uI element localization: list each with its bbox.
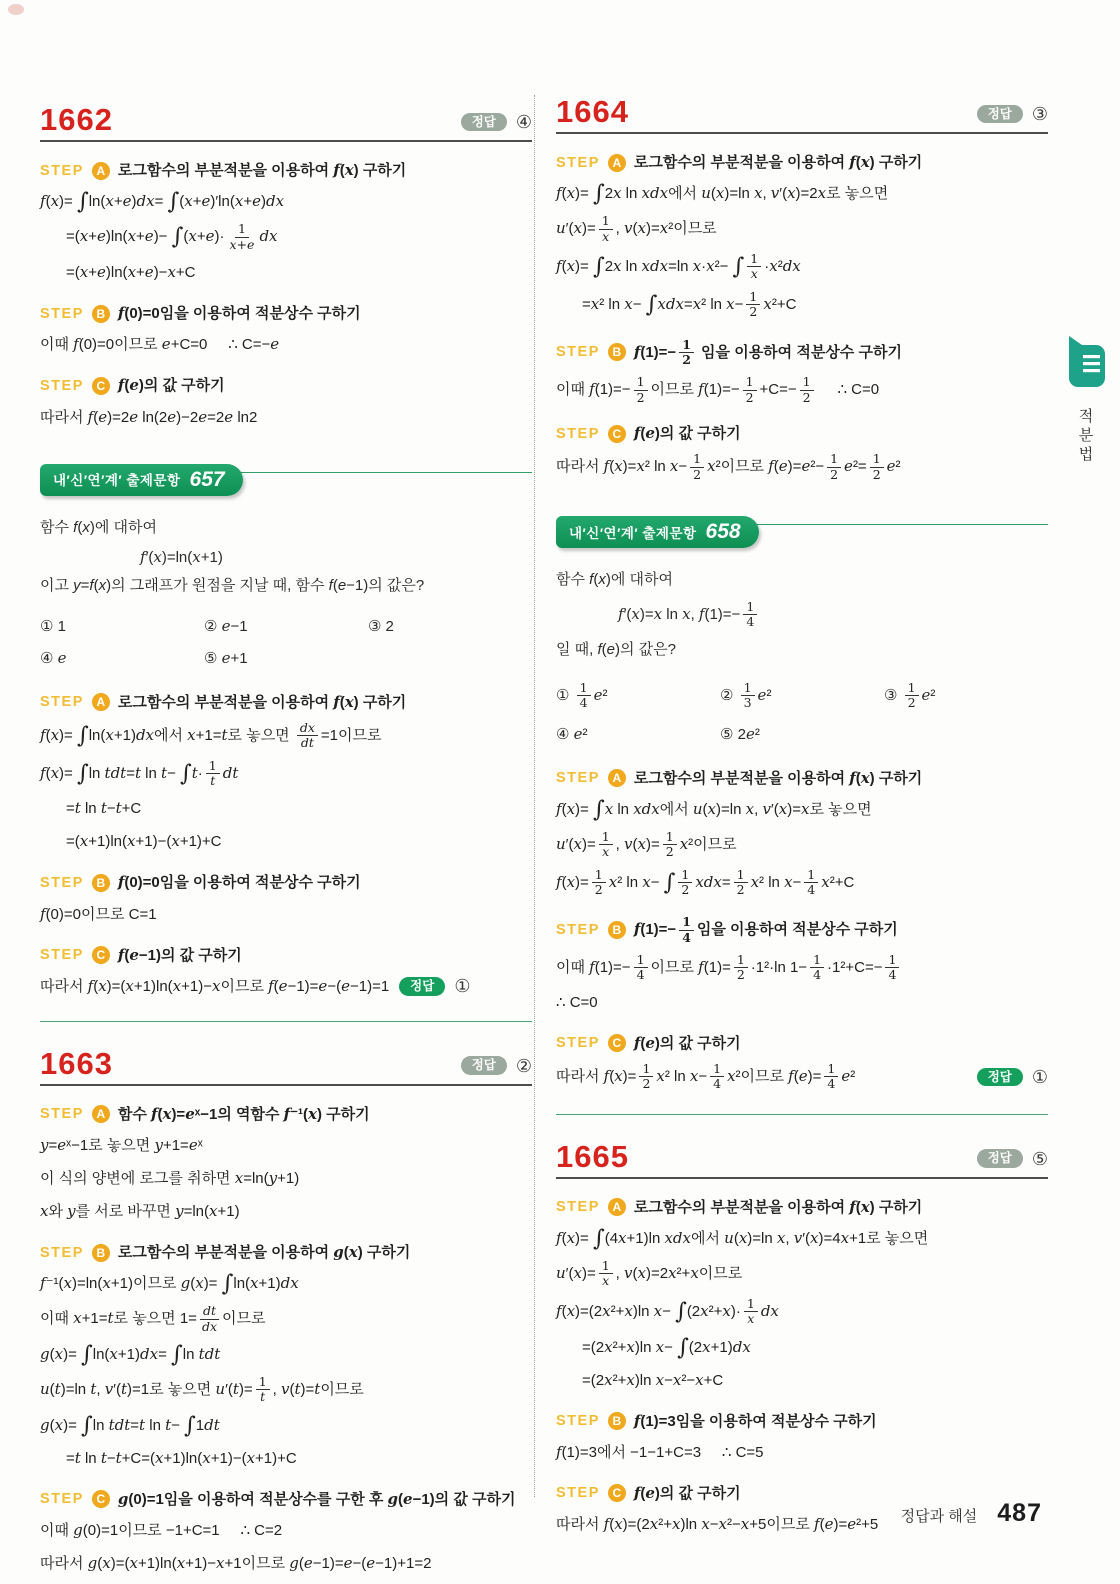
problem-header	[556, 1138, 1048, 1179]
choice-item: ④ e²	[556, 724, 588, 743]
step-letter-badge: A	[608, 1198, 626, 1216]
answer-badge-group	[461, 113, 532, 132]
step-letter-badge: C	[608, 425, 626, 443]
step-header	[40, 1104, 532, 1125]
answer-choice-number: ①	[1031, 1066, 1048, 1087]
math-line: f(x)= ∫ln(x+1)dx에서 x+1=t로 놓으면 $\frac{dx}{dt}$ =1이므로	[40, 719, 382, 751]
step-title: 로그함수의 부분적분을 이용하여 f(x) 구하기	[633, 153, 923, 171]
quiz-badge-text: 내′신′연′계′ 출제문항	[569, 525, 697, 541]
problem-1664	[556, 96, 1048, 482]
problem-number: 1665	[556, 1138, 629, 1174]
step-letter-badge: C	[608, 1484, 626, 1502]
side-tab	[1060, 333, 1110, 465]
quiz-header	[40, 464, 532, 504]
choice-item: ① 1	[40, 617, 66, 635]
answer-badge-group	[977, 105, 1048, 124]
step-header	[40, 1489, 532, 1510]
math-line: y=eˣ−1로 놓으면 y+1=eˣ	[40, 1136, 203, 1154]
step-letter-badge: C	[92, 1490, 110, 1508]
math-line: f(x)=(2x²+x)ln x− ∫(2x²+x)· $\frac{1}{x}$ dx	[556, 1295, 779, 1327]
answer-badge: 정답	[977, 1149, 1023, 1168]
footer-label: 정답과 해설	[900, 1508, 978, 1525]
math-line: =t ln t−t+C	[66, 799, 142, 818]
step-letter-badge: B	[92, 1244, 110, 1262]
step-letter-badge: B	[92, 874, 110, 892]
choice-item: ⑤ 2e²	[719, 724, 760, 743]
problem-number: 1663	[40, 1045, 113, 1081]
choice-item: ④ e	[40, 648, 67, 667]
problem-number: 1662	[40, 102, 113, 137]
step-letter-badge: C	[608, 1034, 626, 1052]
step-label: STEP	[556, 425, 600, 442]
quiz-badge-text: 내′신′연′계′ 출제문항	[53, 473, 181, 488]
quiz-answer-line	[40, 974, 532, 999]
step-title: f(e)의 값 구하기	[633, 424, 741, 442]
step-header	[40, 1242, 532, 1263]
step-header	[556, 1197, 1048, 1218]
step-header	[40, 945, 532, 966]
math-line: ∴ C=0	[556, 993, 598, 1011]
problem-header	[40, 104, 532, 142]
answer-badge-group	[977, 1068, 1048, 1087]
step-title: f(e)의 값 구하기	[117, 376, 225, 395]
math-line: 따라서 f(x)=(2x²+x)ln x−x²−x+5이므로 f(e)=e²+5	[556, 1515, 879, 1533]
answer-badge-group	[977, 1149, 1048, 1168]
math-line: 따라서 g(x)=(x+1)ln(x+1)−x+1이므로 g(e−1)=e−(e−1)+1=2	[40, 1554, 432, 1572]
choice-item: ③ 2	[367, 617, 394, 635]
step-label: STEP	[40, 947, 84, 964]
step-title: g(0)=1임을 이용하여 적분상수를 구한 후 g(e−1)의 값 구하기	[117, 1489, 516, 1508]
step-label: STEP	[556, 1485, 600, 1502]
step-title: 로그함수의 부분적분을 이용하여 f(x) 구하기	[117, 161, 407, 179]
step-title: 로그함수의 부분적분을 이용하여 f(x) 구하기	[633, 1197, 923, 1216]
math-line: f⁻¹(x)=ln(x+1)이므로 g(x)= ∫ln(x+1)dx	[40, 1270, 299, 1297]
math-line: f(x)= ∫ln(x+e)dx= ∫(x+e)′ln(x+e)dx	[40, 188, 285, 215]
step-letter-badge: C	[92, 377, 110, 395]
math-line: =(2x²+x)ln x− ∫(2x+1)dx	[582, 1334, 751, 1361]
math-line: f(x)= ∫2x ln xdx에서 u(x)=ln x, v′(x)=2x로 놓으면	[556, 180, 889, 207]
step-label: STEP	[556, 154, 600, 171]
step-title: f(e)의 값 구하기	[633, 1033, 741, 1052]
math-line: f(x)= $\frac{1}{2}$ x² ln x− ∫ $\frac{1}{2}$ xdx= $\frac{1}{2}$ x² ln x− $\frac{1}{4}$ x²+C	[556, 866, 855, 897]
bookmark-icon	[1062, 333, 1108, 389]
answer-choice-number: ①	[454, 976, 471, 997]
quiz-question: 이고 y=f(x)의 그래프가 원점을 지날 때, 함수 f(e−1)의 값은?	[40, 576, 425, 594]
step-header	[40, 692, 532, 713]
math-line: 따라서 f(x)=(x+1)ln(x+1)−x이므로 f(e−1)=e−(e−1)=1	[40, 976, 390, 995]
answer-choice-number: ⑤	[1031, 1148, 1048, 1169]
step-letter-badge: A	[92, 1105, 110, 1123]
answer-badge: 정답	[461, 113, 507, 132]
math-line: u(t)=ln t, v′(t)=1로 놓으면 u′(t)= $\frac{1}{t}$ , v(t)=t이므로	[40, 1374, 364, 1405]
quiz-badge-number: 658	[705, 520, 741, 543]
quiz-badge	[556, 516, 759, 548]
answer-badge: 정답	[977, 105, 1023, 124]
math-line: f(x)= ∫2x ln xdx=ln x·x²− ∫ $\frac{1}{x}$ ·x²dx	[556, 251, 801, 282]
answer-choice-number: ④	[515, 111, 532, 132]
step-title: 로그함수의 부분적분을 이용하여 f(x) 구하기	[633, 768, 923, 787]
step-label: STEP	[556, 922, 600, 939]
math-line: f(0)=0이므로 C=1	[40, 904, 157, 923]
column-divider	[534, 95, 535, 1497]
math-line: 이때 g(0)=1이므로 −1+C=1 ∴ C=2	[40, 1521, 283, 1539]
page-number: 487	[997, 1499, 1042, 1527]
step-letter-badge: A	[608, 769, 626, 787]
step-title: f(1)=− $\frac{1}{4}$ 임을 이용하여 적분상수 구하기	[633, 914, 898, 945]
choice-item: ⑤ e+1	[203, 648, 248, 667]
problem-1662	[40, 104, 532, 430]
step-title: 로그함수의 부분적분을 이용하여 g(x) 구하기	[117, 1243, 411, 1261]
section-divider	[556, 1114, 1048, 1115]
answer-badge-group	[461, 1056, 532, 1075]
step-title: f(0)=0임을 이용하여 적분상수 구하기	[117, 304, 361, 322]
problem-1663	[40, 1045, 532, 1576]
quiz-rule-line	[746, 524, 1048, 525]
quiz-question: 일 때, f(e)의 값은?	[556, 640, 676, 658]
step-label: STEP	[40, 305, 84, 322]
problem-header	[40, 1045, 532, 1086]
step-title: f(0)=0임을 이용하여 적분상수 구하기	[117, 873, 361, 892]
step-header	[40, 160, 532, 181]
step-letter-badge: C	[92, 946, 110, 964]
quiz-intro: 함수 f(x)에 대하여	[40, 518, 157, 536]
step-header	[556, 768, 1048, 789]
quiz-answer-line	[556, 1062, 1048, 1092]
tab-label: 적분법	[1076, 408, 1094, 465]
step-title: 함수 f(x)=eˣ−1의 역함수 f⁻¹(x) 구하기	[117, 1104, 370, 1123]
math-line: 따라서 f(e)=2e ln(2e)−2e=2e ln2	[40, 407, 258, 426]
quiz-657	[40, 464, 532, 999]
quiz-rule-line	[230, 472, 532, 473]
step-header	[556, 1411, 1048, 1432]
step-letter-badge: B	[608, 921, 626, 939]
answer-badge: 정답	[399, 977, 445, 996]
step-label: STEP	[40, 162, 84, 179]
page-footer	[901, 1499, 1042, 1528]
step-header	[556, 423, 1048, 444]
quiz-badge	[40, 464, 243, 496]
math-line: 이때 x+1=t로 놓으면 1= $\frac{dt}{dx}$ 이므로	[40, 1303, 266, 1334]
step-letter-badge: B	[608, 1412, 626, 1430]
answer-badge: 정답	[977, 1068, 1023, 1087]
step-label: STEP	[40, 377, 84, 394]
step-title: f(1)=3임을 이용하여 적분상수 구하기	[633, 1411, 877, 1430]
choice-item: ③ $\frac{1}{2}$ e²	[883, 679, 936, 711]
step-label: STEP	[40, 1106, 84, 1123]
step-label: STEP	[40, 1491, 84, 1508]
math-line: 이 식의 양변에 로그를 취하면 x=ln(y+1)	[40, 1169, 300, 1187]
quiz-intro: 함수 f(x)에 대하여	[556, 571, 673, 588]
step-title: 로그함수의 부분적분을 이용하여 f(x) 구하기	[117, 692, 407, 711]
math-line: 이때 f(1)=− $\frac{1}{4}$ 이므로 f(1)= $\frac{1}{2}$ ·1²·ln 1− $\frac{1}{4}$ ·1²+C=− $\frac{1}{4}$	[556, 953, 1048, 983]
quiz-formula: f′(x)=x ln x, f(1)=− $\frac{1}{4}$	[556, 600, 1048, 630]
quiz-formula: f′(x)=ln(x+1)	[140, 547, 223, 566]
answer-badge-group	[399, 977, 470, 996]
math-line: u′(x)= $\frac{1}{x}$ , v(x)=x²이므로	[556, 213, 717, 244]
choice-list	[556, 674, 1048, 750]
answer-choice-number: ③	[1031, 103, 1048, 124]
step-title: f(1)=− $\frac{1}{2}$ 임을 이용하여 적분상수 구하기	[633, 336, 902, 367]
math-line: u′(x)= $\frac{1}{x}$ , v(x)=2x²+x이므로	[556, 1258, 743, 1289]
answer-badge: 정답	[461, 1056, 507, 1075]
quiz-badge-number: 657	[189, 467, 225, 491]
step-label: STEP	[556, 770, 600, 787]
scan-artifact	[8, 4, 24, 15]
math-line: =(x+1)ln(x+1)−(x+1)+C	[66, 832, 222, 851]
math-line: g(x)= ∫ln(x+1)dx= ∫ln tdt	[40, 1341, 221, 1368]
choice-item: ② e−1	[203, 616, 248, 635]
step-label: STEP	[556, 1199, 600, 1216]
step-header	[556, 338, 1048, 368]
math-line: u′(x)= $\frac{1}{x}$ , v(x)= $\frac{1}{2}$ x²이므로	[556, 828, 737, 860]
step-header	[40, 872, 532, 893]
section-divider	[40, 1021, 532, 1022]
math-line: 이때 f(1)=− $\frac{1}{2}$ 이므로 f(1)=− $\frac{1}{2}$ +C=− $\frac{1}{2}$ ∴ C=0	[556, 374, 880, 405]
math-line: =t ln t−t+C=(x+1)ln(x+1)−(x+1)+C	[66, 1448, 297, 1467]
step-header	[40, 303, 532, 324]
step-header	[40, 375, 532, 396]
step-header	[556, 1033, 1048, 1054]
choice-item: ② $\frac{1}{3}$ e²	[719, 679, 772, 711]
step-header	[556, 152, 1048, 173]
step-label: STEP	[40, 1244, 84, 1261]
column-left	[40, 104, 532, 1584]
math-line: f(1)=3에서 −1−1+C=3 ∴ C=5	[556, 1442, 764, 1461]
step-label: STEP	[556, 1413, 600, 1430]
quiz-header	[556, 516, 1048, 556]
math-line: 따라서 f(x)=x² ln x− $\frac{1}{2}$ x²이므로 f(e)=e²− $\frac{1}{2}$ e²= $\frac{1}{2}$ e²	[556, 451, 901, 482]
math-line: f(x)= ∫(4x+1)ln xdx에서 u(x)=ln x, v′(x)=4x+1로 놓으면	[556, 1225, 929, 1252]
step-letter-badge: B	[608, 343, 626, 361]
math-line: =(x+e)ln(x+e)−x+C	[66, 263, 196, 281]
step-label: STEP	[40, 874, 84, 891]
step-letter-badge: B	[92, 305, 110, 323]
step-letter-badge: A	[92, 162, 110, 180]
step-letter-badge: A	[608, 154, 626, 172]
column-right	[556, 96, 1048, 1545]
math-line: =(x+e)ln(x+e)− ∫(x+e)· $\frac{1}{x+e}$ dx	[66, 221, 278, 252]
quiz-658	[556, 516, 1048, 1092]
math-line: g(x)= ∫ln tdt=t ln t− ∫1dt	[40, 1412, 220, 1439]
math-line: =x² ln x− ∫xdx=x² ln x− $\frac{1}{2}$ x²+C	[582, 288, 797, 320]
step-title: f(e)의 값 구하기	[633, 1483, 741, 1502]
choice-item: ① $\frac{1}{4}$ e²	[556, 679, 608, 711]
problem-number: 1664	[556, 94, 629, 129]
step-header	[556, 915, 1048, 945]
problem-1665	[556, 1138, 1048, 1537]
step-title: f(e−1)의 값 구하기	[117, 945, 242, 964]
step-letter-badge: A	[92, 693, 110, 711]
math-line: =(2x²+x)ln x−x²−x+C	[582, 1370, 724, 1389]
problem-header	[556, 96, 1048, 134]
answer-choice-number: ②	[515, 1055, 532, 1076]
math-line: f(x)= ∫ln tdt=t ln t− ∫t· $\frac{1}{t}$ dt	[40, 757, 239, 788]
math-line: f(x)= ∫x ln xdx에서 u(x)=ln x, v′(x)=x로 놓으면	[556, 796, 872, 823]
step-label: STEP	[556, 344, 600, 361]
math-line: 따라서 f(x)= $\frac{1}{2}$ x² ln x− $\frac{1}{4}$ x²이므로 f(e)= $\frac{1}{4}$ e²	[556, 1061, 856, 1092]
math-line: 이때 f(0)=0이므로 e+C=0 ∴ C=−e	[40, 335, 280, 354]
choice-list	[40, 610, 532, 674]
step-label: STEP	[40, 694, 84, 711]
step-label: STEP	[556, 1035, 600, 1052]
math-line: x와 y를 서로 바꾸면 y=ln(x+1)	[40, 1202, 240, 1220]
